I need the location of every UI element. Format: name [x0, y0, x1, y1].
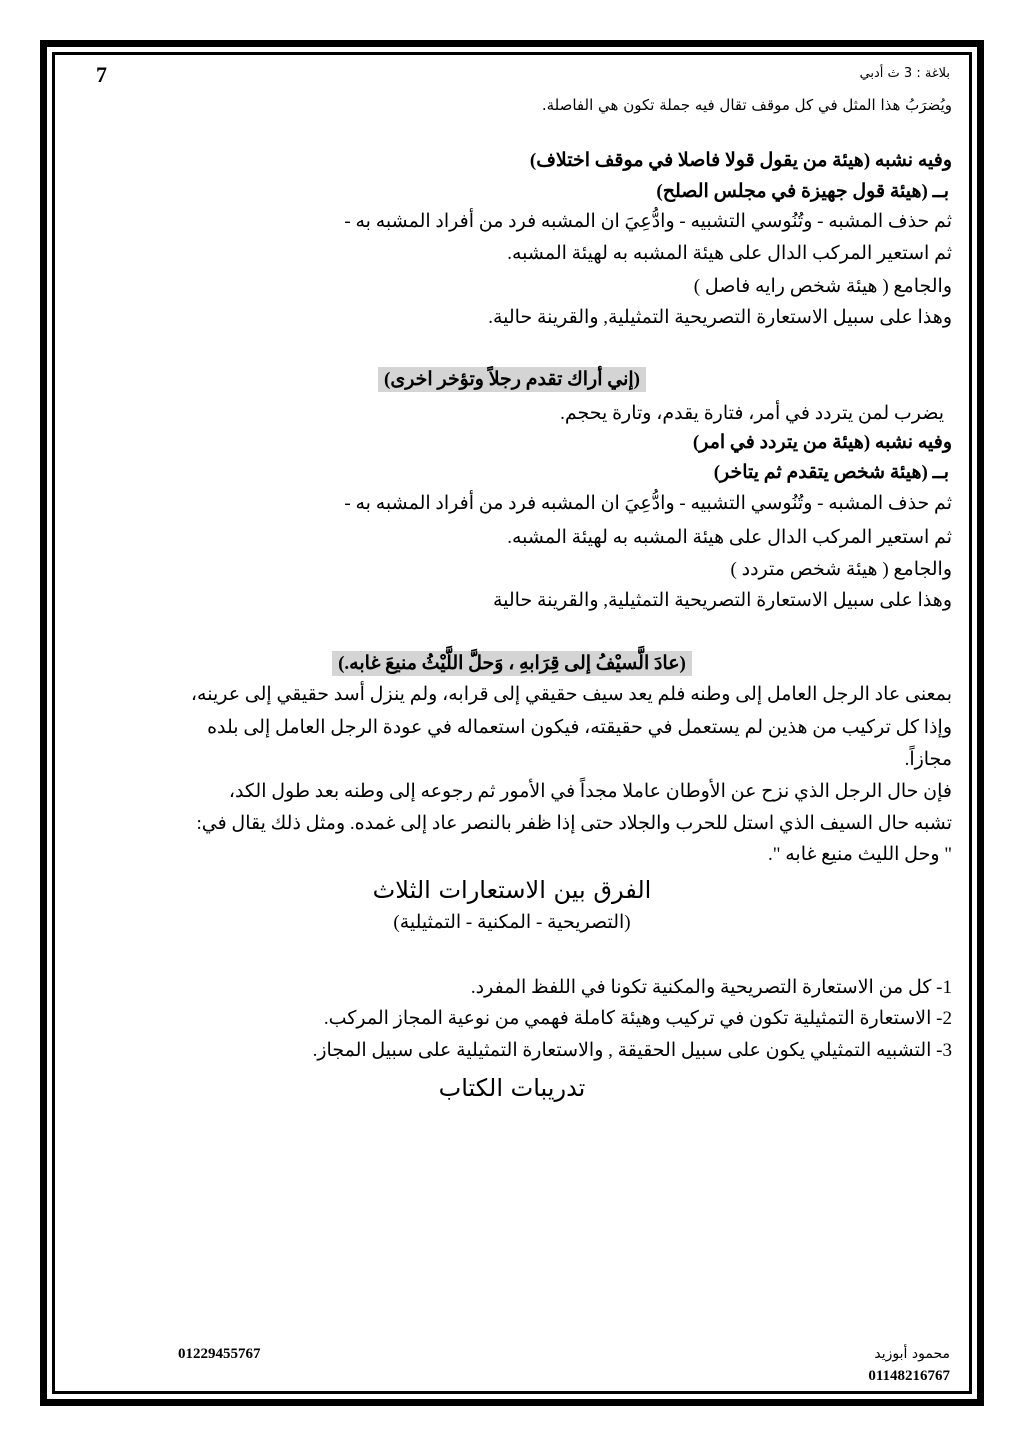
section3-title: (عادَ الَّسيْفُ إلى قِرَابهِ ، وَحلَّ اللَّيْثُ منيعَ غابه.) [332, 651, 692, 676]
difference-item-2: 2- الاستعارة التمثيلية تكون في تركيب وهيئة كاملة فهمي من نوعية المجاز المركب. [323, 1008, 952, 1029]
section2-line5: ثم استعير المركب الدال على هيئة المشبه به لهيئة المشبه. [507, 527, 952, 548]
section2-line1: يضرب لمن يتردد في أمر، فتارة يقدم، وتارة يحجم. [560, 403, 944, 424]
section1-line5: والجامع ( هيئة شخص رايه فاصل ) [693, 276, 952, 297]
section3-line4: فإن حال الرجل الذي نزح عن الأوطان عاملا مجداً في الأمور ثم رجوعه إلى وطنه بعد طول الكد، [228, 781, 952, 802]
section3-line6: " وحل الليث منيع غابه ". [767, 844, 952, 865]
footer-phone-left: 01229455767 [178, 1346, 261, 1362]
section3-line1: بمعنى عاد الرجل العامل إلى وطنه فلم يعد سيف حقيقي إلى قرابه، ولم ينزل أسد حقيقي إلى عرينه، [190, 684, 952, 705]
section1-line4: ثم استعير المركب الدال على هيئة المشبه به لهيئة المشبه. [507, 243, 952, 264]
difference-subtitle: (التصريحية - المكنية - التمثيلية) [393, 912, 631, 933]
section1-line1: وفيه نشبه (هيئة من يقول قولا فاصلا في موقف اختلاف) [529, 150, 952, 171]
difference-item-1: 1- كل من الاستعارة التصريحية والمكنية تكونا في اللفظ المفرد. [470, 977, 952, 998]
section3-title-wrap [0, 652, 1024, 675]
page-header: بلاغة : 3 ث أدبي [859, 66, 950, 81]
section2-title: (إني أراك تقدم رجلاً وتؤخر اخرى) [378, 367, 646, 392]
page-number: 7 [96, 62, 107, 87]
section2-line2: وفيه نشبه (هيئة من يتردد في امر) [692, 432, 952, 453]
section2-line6: والجامع ( هيئة شخص متردد ) [730, 559, 952, 580]
intro-line: ويُضرَبُ هذا المثل في كل موقف تقال فيه جملة تكون هي الفاصلة. [541, 96, 952, 114]
section3-line3: مجازاً. [904, 749, 952, 770]
section1-line3: ثم حذف المشبه - وتُنُوسي التشبيه - وادُّعِيَ ان المشبه فرد من أفراد المشبه به - [344, 211, 952, 232]
section2-line4: ثم حذف المشبه - وتُنُوسي التشبيه - وادُّعِيَ ان المشبه فرد من أفراد المشبه به - [344, 493, 952, 514]
difference-item-3: 3- التشبيه التمثيلي يكون على سبيل الحقيقة , والاستعارة التمثيلية على سبيل المجاز. [312, 1040, 952, 1061]
footer-phone-right: 01148216767 [868, 1368, 950, 1384]
exercises-title: تدريبات الكتاب [438, 1074, 586, 1102]
section3-line2: وإذا كل تركيب من هذين لم يستعمل في حقيقته، فيكون استعماله في عودة الرجل العامل إلى بلده [207, 717, 952, 738]
section1-line6: وهذا على سبيل الاستعارة التصريحية التمثيلية, والقرينة حالية. [488, 307, 952, 328]
difference-title: الفرق بين الاستعارات الثلاث [372, 876, 652, 904]
section1-line2: بــ (هيئة قول جهيزة في مجلس الصلح) [656, 181, 949, 202]
section2-line3: بــ (هيئة شخص يتقدم ثم يتاخر) [713, 462, 949, 483]
section2-title-wrap [0, 368, 1024, 391]
section2-line7: وهذا على سبيل الاستعارة التصريحية التمثيلية, والقرينة حالية [492, 590, 952, 611]
section3-line5: تشبه حال السيف الذي استل للحرب والجلاد حتى إذا ظفر بالنصر عاد إلى غمده. ومثل ذلك يقال في: [196, 813, 952, 834]
footer-author: محمود أبوزيد [874, 1346, 950, 1362]
